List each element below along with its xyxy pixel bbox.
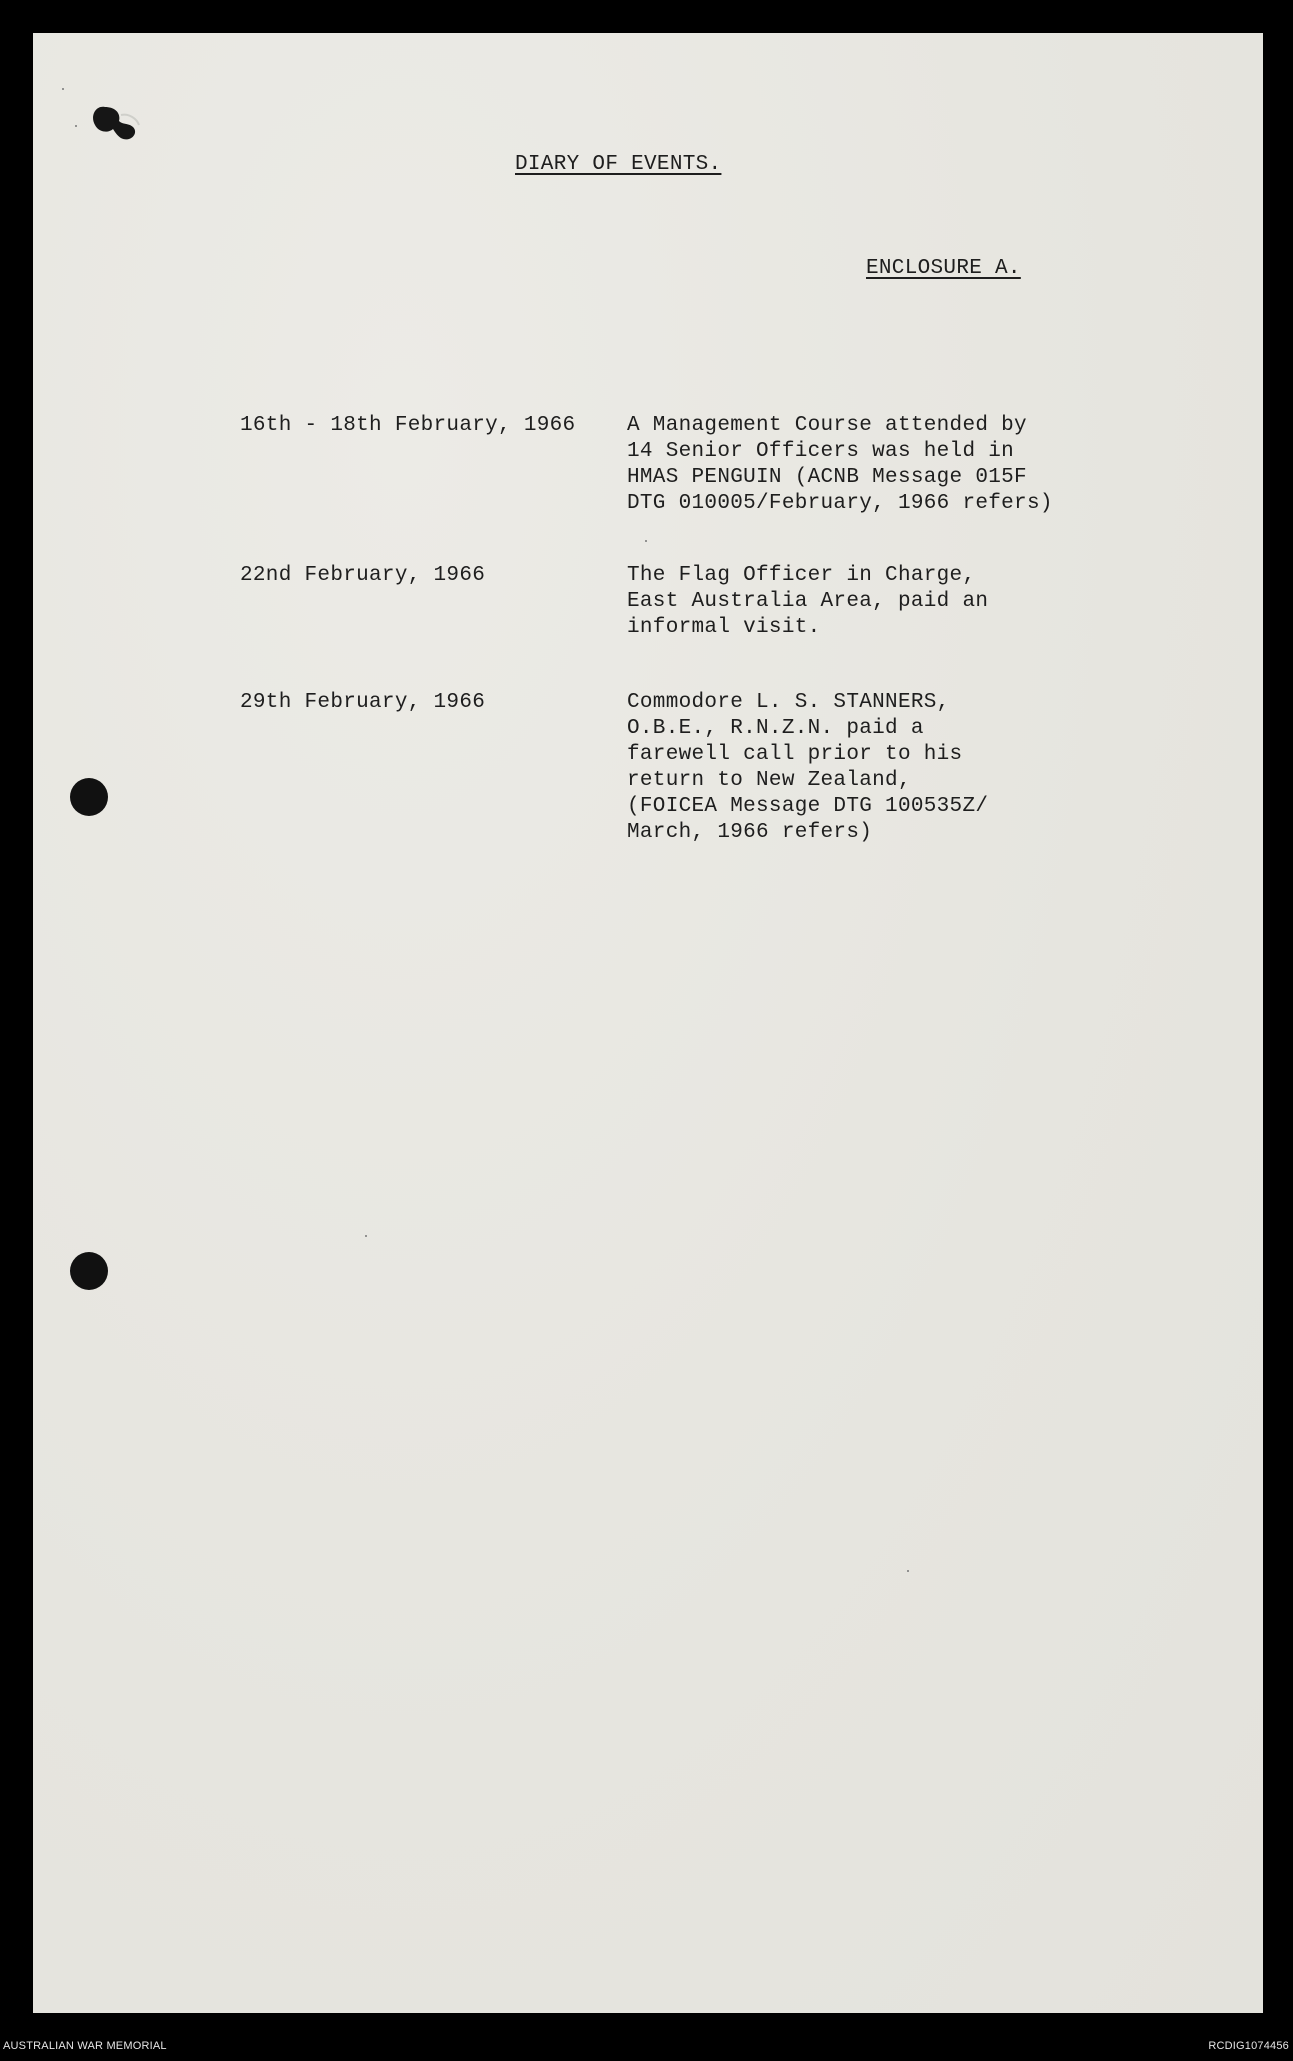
paper-speck <box>365 1235 367 1237</box>
paper-speck <box>645 540 647 542</box>
entry-line: 14 Senior Officers was held in <box>627 440 1015 463</box>
torn-punch-hole <box>85 95 145 160</box>
entry-line: March, 1966 refers) <box>627 821 873 844</box>
footer-source-label: AUSTRALIAN WAR MEMORIAL <box>3 2040 167 2052</box>
entry-date: 16th - 18th February, 1966 <box>240 414 576 437</box>
entry-line: East Australia Area, paid an <box>627 590 989 613</box>
footer-reference-id: RCDIG1074456 <box>1208 2040 1289 2052</box>
entry-line: A Management Course attended by <box>627 414 1027 437</box>
entry-line: The Flag Officer in Charge, <box>627 564 976 587</box>
entry-line: DTG 010005/February, 1966 refers) <box>627 492 1053 515</box>
enclosure-label: ENCLOSURE A. <box>866 257 1021 280</box>
entry-date: 29th February, 1966 <box>240 691 486 714</box>
entry-line: (FOICEA Message DTG 100535Z/ <box>627 795 989 818</box>
entry-line: farewell call prior to his <box>627 743 963 766</box>
entry-date: 22nd February, 1966 <box>240 564 486 587</box>
paper-speck <box>907 1570 909 1572</box>
entry-line: HMAS PENGUIN (ACNB Message 015F <box>627 466 1027 489</box>
entry-line: Commodore L. S. STANNERS, <box>627 691 950 714</box>
paper-speck <box>75 125 77 127</box>
entry-line: informal visit. <box>627 616 821 639</box>
document-title: DIARY OF EVENTS. <box>515 153 722 176</box>
entry-line: O.B.E., R.N.Z.N. paid a <box>627 717 924 740</box>
punch-hole-lower <box>70 1252 108 1290</box>
paper-speck <box>62 88 64 90</box>
entry-line: return to New Zealand, <box>627 769 911 792</box>
document-page <box>33 33 1263 2013</box>
punch-hole-middle <box>70 778 108 816</box>
